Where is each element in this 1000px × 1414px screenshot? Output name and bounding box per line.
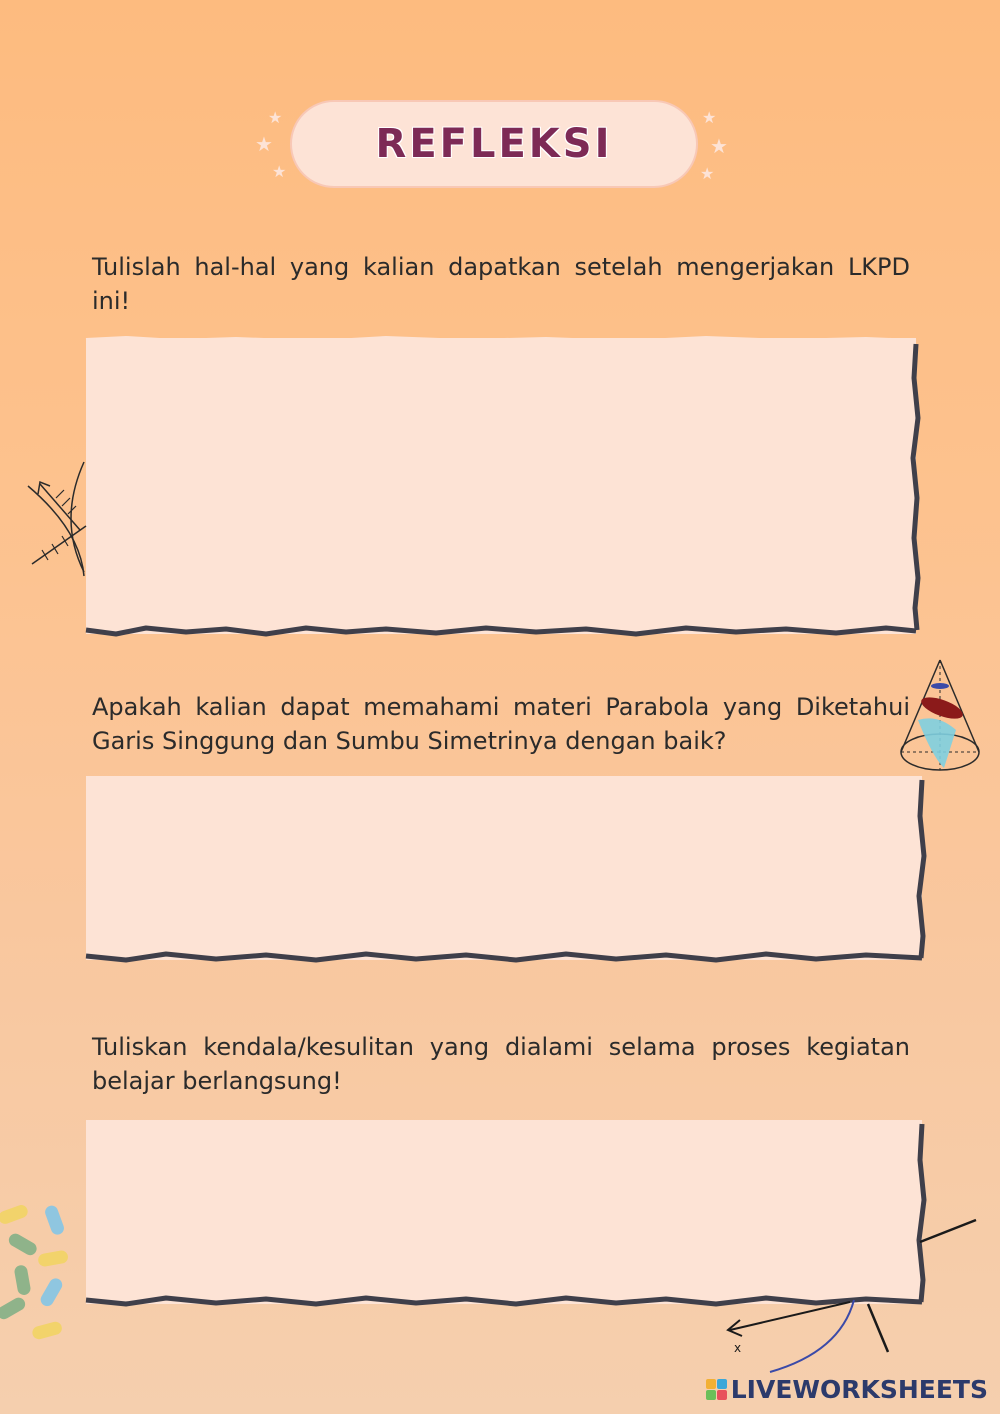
star-icon: ★ [700,164,715,183]
question-1-text: Tulislah hal-hal yang kalian dapatkan setelah mengerjakan LKPD ini! [92,253,910,315]
answer-box-2[interactable] [86,776,922,960]
cone-section-icon [898,656,982,774]
star-icon: ★ [710,134,728,158]
liveworksheets-icon [706,1379,727,1400]
parabola-graph-icon [18,460,90,576]
torn-edge-border [86,776,922,960]
star-icon: ★ [272,162,287,181]
page-title: REFLEKSI [375,121,613,167]
title-banner [290,100,698,188]
star-icon: ★ [702,108,717,127]
question-3-text: Tuliskan kendala/kesulitan yang dialami selama proses kegiatan belajar berlangsung! [92,1033,910,1095]
sprinkles-icon [0,1200,70,1350]
star-icon: ★ [255,132,273,156]
question-2-text: Apakah kalian dapat memahami materi Parabola yang Diketahui Garis Singgung dan Sumbu Simetrinya dengan baik? [92,693,910,755]
liveworksheets-logo [706,1375,988,1404]
svg-text:x: x [734,1341,742,1355]
star-icon: ★ [268,108,283,127]
torn-edge-border [86,338,916,634]
brand-text: LIVEWORKSHEETS [730,1375,988,1404]
answer-box-1[interactable] [86,338,916,634]
